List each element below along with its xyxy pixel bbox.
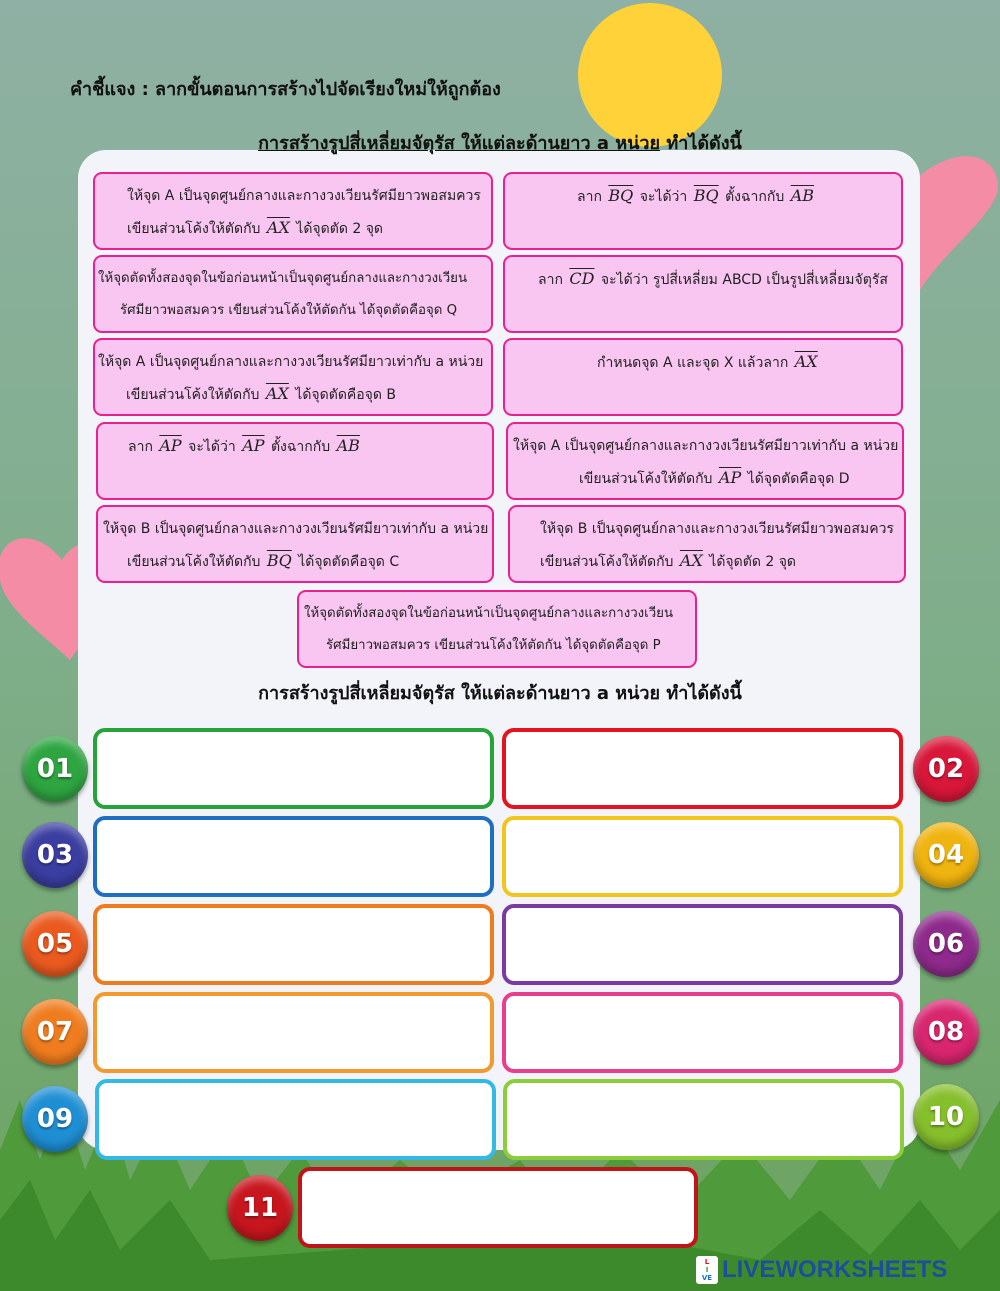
card-line: ให้จุด A เป็นจุดศูนย์กลางและกางวงเวียนรัศมียาวพอสมควร — [127, 188, 481, 204]
badge-05: 05 — [22, 911, 88, 977]
step-card-6[interactable] — [503, 338, 903, 416]
vector-label: $\overline{BQ}$ — [266, 551, 292, 570]
card-text: ได้จุดตัดคือจุด D — [747, 471, 850, 487]
card-text: เขียนส่วนโค้งให้ตัดกับ — [126, 387, 260, 403]
vector-label: $\overline{AX}$ — [794, 352, 818, 371]
drop-slot-11[interactable] — [298, 1167, 698, 1248]
step-card-8[interactable] — [506, 422, 904, 500]
drop-slot-09[interactable] — [95, 1079, 496, 1160]
logo-mark-letter: I — [705, 1266, 709, 1274]
card-text: ได้จุดตัดคือจุด B — [295, 387, 397, 403]
step-card-9[interactable] — [96, 505, 494, 583]
card-text: ได้จุดตัดคือจุด C — [298, 554, 400, 570]
step-card-1[interactable] — [93, 172, 493, 250]
card-text: เขียนส่วนโค้งให้ตัดกับ — [127, 221, 261, 237]
card-text: เขียนส่วนโค้งให้ตัดกับ — [579, 471, 713, 487]
card-text: ลาก — [128, 439, 153, 455]
card-line: ให้จุด A เป็นจุดศูนย์กลางและกางวงเวียนรัศมียาวเท่ากับ a หน่วย — [98, 354, 484, 370]
card-line: ให้จุด B เป็นจุดศูนย์กลางและกางวงเวียนรัศมียาวพอสมควร — [540, 521, 894, 537]
drop-slot-08[interactable] — [502, 992, 903, 1073]
card-text: เขียนส่วนโค้งให้ตัดกับ — [540, 554, 674, 570]
badge-01: 01 — [22, 736, 88, 802]
card-text: ตั้งฉากกับ — [725, 189, 785, 205]
title-top — [0, 128, 1000, 157]
card-text: ลาก — [577, 189, 602, 205]
sun-shape — [578, 3, 722, 147]
card-text: ได้จุดตัด 2 จุด — [709, 554, 797, 570]
vector-label: $\overline{AX}$ — [679, 551, 703, 570]
vector-label: $\overline{AP}$ — [159, 436, 182, 455]
drop-slot-04[interactable] — [502, 816, 903, 897]
drop-slot-05[interactable] — [93, 904, 494, 985]
card-line: ให้จุดตัดทั้งสองจุดในข้อก่อนหน้าเป็นจุดศูนย์กลางและกางวงเวียน — [98, 271, 468, 286]
step-card-7[interactable] — [96, 422, 494, 500]
vector-label: $\overline{BQ}$ — [608, 186, 634, 205]
vector-label: $\overline{CD}$ — [569, 269, 595, 288]
step-card-2[interactable] — [503, 172, 903, 250]
badge-11: 11 — [227, 1175, 293, 1241]
logo-mark — [696, 1256, 718, 1284]
logo-mark-letter: L — [704, 1258, 710, 1266]
step-card-10[interactable] — [508, 505, 906, 583]
card-text: จะได้ว่า — [188, 439, 236, 455]
badge-08: 08 — [913, 999, 979, 1065]
badge-02: 02 — [913, 736, 979, 802]
badge-07: 07 — [22, 999, 88, 1065]
drop-slot-06[interactable] — [502, 904, 903, 985]
drop-slot-01[interactable] — [93, 728, 494, 809]
card-text: ตั้งฉากกับ — [270, 439, 331, 455]
step-card-4[interactable] — [503, 255, 903, 333]
card-line: ให้จุด A เป็นจุดศูนย์กลางและกางวงเวียนรัศมียาวเท่ากับ a หน่วย — [513, 438, 899, 454]
card-text: ลาก — [538, 272, 563, 288]
drop-slot-07[interactable] — [93, 992, 494, 1073]
title-bottom: การสร้างรูปสี่เหลี่ยมจัตุรัส ให้แต่ละด้านยาว a หน่วย ทำได้ดังนี้ — [258, 683, 742, 704]
step-card-3[interactable] — [93, 255, 493, 333]
card-text: จะได้ว่า รูปสี่เหลี่ยม ABCD เป็นรูปสี่เหลี่ยมจัตุรัส — [600, 272, 888, 288]
logo-mark-letter: VE — [701, 1274, 713, 1282]
badge-03: 03 — [22, 822, 88, 888]
badge-04: 04 — [913, 822, 979, 888]
drop-slot-03[interactable] — [93, 816, 494, 897]
title-top-rest: ทำได้ดังนี้ — [660, 133, 742, 154]
card-text: จะได้ว่า — [639, 189, 688, 205]
badge-09: 09 — [22, 1086, 88, 1152]
step-card-5[interactable] — [93, 338, 493, 416]
drop-slot-10[interactable] — [503, 1079, 904, 1160]
instruction-text: คำชี้แจง : ลากขั้นตอนการสร้างไปจัดเรียงใหม่ให้ถูกต้อง — [70, 79, 501, 100]
card-line: รัศมียาวพอสมควร เขียนส่วนโค้งให้ตัดกัน ได้จุดตัดคือจุด P — [326, 638, 661, 653]
badge-10: 10 — [913, 1084, 979, 1150]
vector-label: $\overline{AX}$ — [265, 384, 289, 403]
logo-text: LIVEWORKSHEETS — [722, 1256, 948, 1283]
card-text: เขียนส่วนโค้งให้ตัดกับ — [127, 554, 261, 570]
drop-slot-02[interactable] — [502, 728, 903, 809]
card-line: รัศมียาวพอสมควร เขียนส่วนโค้งให้ตัดกัน ได้จุดตัดคือจุด Q — [120, 303, 458, 318]
badge-06: 06 — [913, 911, 979, 977]
vector-label: $\overline{AB}$ — [336, 436, 360, 455]
vector-label: $\overline{AB}$ — [790, 186, 814, 205]
vector-label: $\overline{AP}$ — [242, 436, 265, 455]
liveworksheets-logo — [696, 1256, 947, 1284]
card-line: ให้จุดตัดทั้งสองจุดในข้อก่อนหน้าเป็นจุดศูนย์กลางและกางวงเวียน — [304, 606, 674, 621]
card-text: กำหนดจุด A และจุด X แล้วลาก — [597, 355, 789, 371]
vector-label: $\overline{AX}$ — [266, 218, 290, 237]
title-top-underlined: การสร้างรูปสี่เหลี่ยมจัตุรัส ให้แต่ละด้านยาว a หน่วย — [258, 133, 661, 154]
vector-label: $\overline{AP}$ — [718, 468, 742, 487]
vector-label: $\overline{BQ}$ — [693, 186, 719, 205]
step-card-11[interactable] — [297, 590, 697, 668]
card-text: ได้จุดตัด 2 จุด — [296, 221, 384, 237]
card-line: ให้จุด B เป็นจุดศูนย์กลางและกางวงเวียนรัศมียาวเท่ากับ a หน่วย — [103, 521, 489, 537]
